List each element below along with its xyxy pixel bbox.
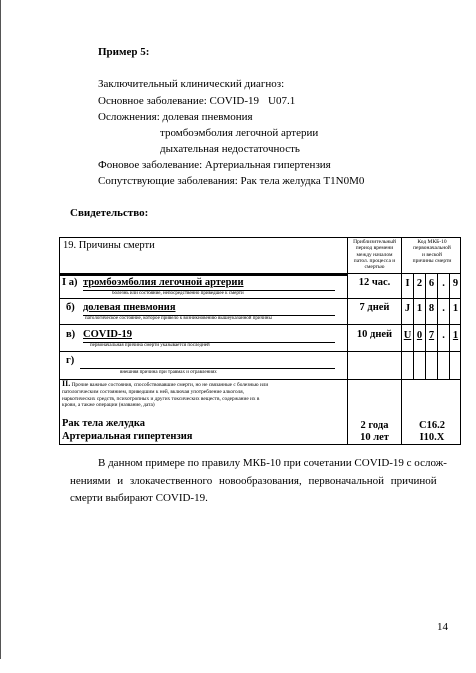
part-2-cause-2: Артериальная гипертензия bbox=[62, 431, 193, 442]
row-b-code-5: 1 bbox=[452, 303, 459, 314]
complication-3: дыхательная недостаточность bbox=[160, 143, 300, 155]
row-b-code-1: J bbox=[404, 303, 411, 314]
row-a-code-2: 2 bbox=[416, 278, 423, 289]
explanation-line-3: смерти выбирают COVID-19. bbox=[70, 492, 208, 504]
part-2-code-1: C16.2 bbox=[419, 420, 445, 431]
row-a-code-4: . bbox=[442, 278, 445, 289]
main-disease-code: U07.1 bbox=[268, 95, 296, 107]
row-c-code-3: 7 bbox=[428, 330, 435, 341]
concomitant-disease: Сопутствующие заболевания: Рак тела желудка T1N0M0 bbox=[98, 175, 365, 187]
main-disease bbox=[98, 95, 295, 107]
row-a-code-5: 9 bbox=[452, 278, 459, 289]
explanation-line-2: нениями и злокачественного новообразования, первоначальной причиной bbox=[70, 475, 437, 487]
row-a-cause: тромбоэмболия легочной артерии bbox=[83, 277, 244, 288]
row-c-cause: COVID-19 bbox=[83, 329, 132, 340]
col-header-interval: Приблизительный период времени между началом патол. процесса и смертью bbox=[353, 239, 396, 271]
certificate-heading: Свидетельство: bbox=[70, 207, 149, 219]
row-b-code-3: 8 bbox=[428, 303, 435, 314]
example-title: Пример 5: bbox=[98, 46, 150, 58]
icd-code-grid bbox=[402, 274, 462, 379]
page-number: 14 bbox=[437, 621, 448, 633]
row-c-code-1: U bbox=[403, 330, 412, 341]
row-c-code-5: 1 bbox=[452, 330, 459, 341]
row-a-note: болезнь или состояние, непосредственно приведшее к смерти bbox=[112, 291, 244, 296]
explanation-line-1: В данном примере по правилу МКБ-10 при сочетании COVID-19 с ослож- bbox=[98, 457, 447, 469]
row-a-code-1: I bbox=[405, 278, 410, 289]
part-2-interval-2: 10 лет bbox=[360, 432, 389, 443]
row-b-code-2: 1 bbox=[416, 303, 423, 314]
row-c-interval: 10 дней bbox=[356, 329, 393, 340]
row-b-code-4: . bbox=[442, 303, 445, 314]
col-header-cause: 19. Причины смерти bbox=[63, 240, 155, 251]
row-b-interval: 7 дней bbox=[359, 302, 390, 313]
complication-2: тромбоэмболия легочной артерии bbox=[160, 127, 319, 139]
row-a-label: I а) bbox=[62, 277, 78, 288]
row-b-label: б) bbox=[66, 302, 75, 313]
part-2-interval-1: 2 года bbox=[360, 420, 389, 431]
row-a-code-3: 6 bbox=[428, 278, 435, 289]
main-disease-label: Основное заболевание: COVID-19 bbox=[98, 95, 259, 107]
diagnosis-heading: Заключительный клинический диагноз: bbox=[98, 78, 285, 90]
complication-1: Осложнения: долевая пневмония bbox=[98, 111, 253, 123]
part-2-code-2: I10.X bbox=[419, 432, 445, 443]
row-a-interval: 12 час. bbox=[358, 277, 391, 288]
part-2-roman: II. bbox=[62, 379, 71, 388]
part-2-cause-1: Рак тела желудка bbox=[62, 418, 145, 429]
row-c-code-2: 0 bbox=[416, 330, 423, 341]
row-c-label: в) bbox=[66, 329, 76, 340]
background-disease: Фоновое заболевание: Артериальная гипертензия bbox=[98, 159, 331, 171]
death-certificate-table bbox=[59, 237, 461, 445]
row-b-note: патологическое состояние, которое привело к возникновению вышеуказанной причины bbox=[85, 316, 272, 321]
row-d-label: г) bbox=[66, 355, 75, 366]
part-2-note: II. Прочие важные состояния, способствовавшие смерти, но не связанные с болезнью или патологическим состоянием, приведшим к ней, включая употребление алкоголя, наркотических средств, психотропных и других токсических веществ, содержание их в крови, а также операции (название, дата) bbox=[62, 379, 269, 409]
col-header-icd-code: Код МКБ-10 первоначальной и веской причины смерти bbox=[412, 239, 452, 264]
row-c-note: первоначальная причина смерти указывается последней bbox=[90, 343, 210, 348]
row-c-code-4: . bbox=[442, 330, 445, 341]
row-d-note: внешняя причина при травмах и отравлениях bbox=[120, 370, 217, 375]
page-left-edge bbox=[0, 0, 1, 659]
row-b-cause: долевая пневмония bbox=[83, 302, 176, 313]
